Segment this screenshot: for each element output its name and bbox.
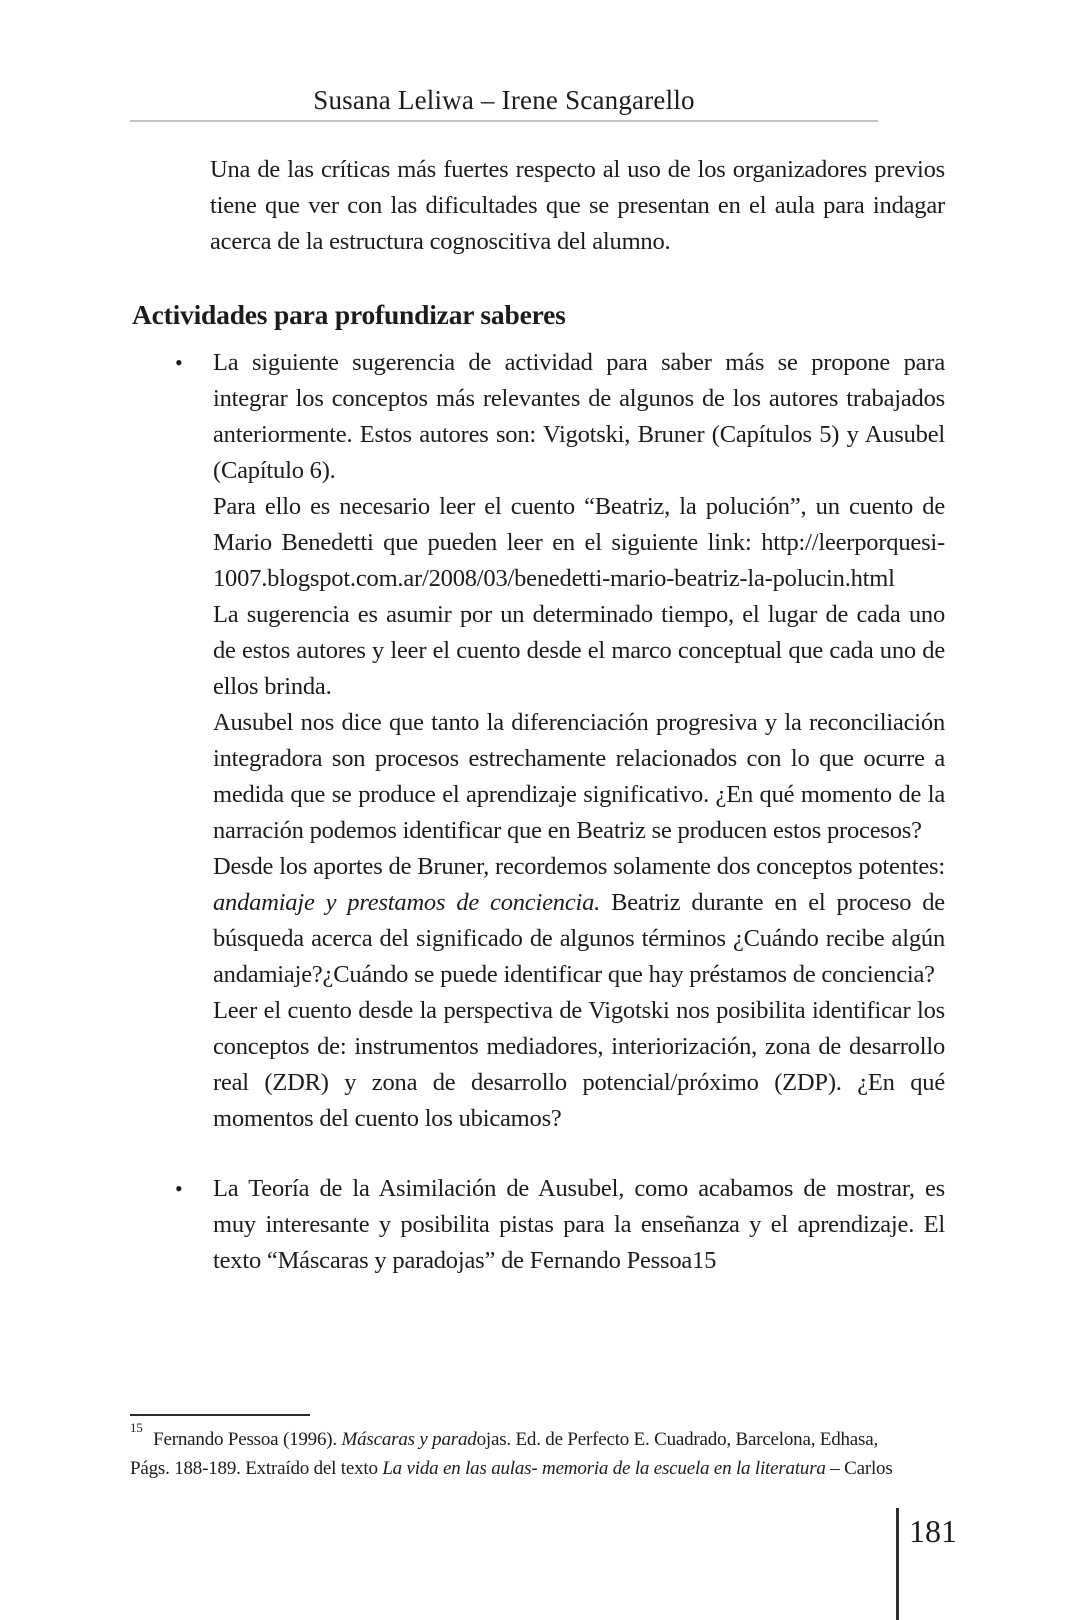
footnote-line2-rest: – Carlos bbox=[825, 1458, 893, 1479]
bullet-item-2-content bbox=[213, 1171, 945, 1279]
paragraph-suggestion: La siguiente sugerencia de actividad para saber más se propone para integrar los conceptos más relevantes de algunos de los autores trabajados anteriormente. Estos autores son: Vigotski, Bruner (Capítulos 5) y Ausubel (Capítulo 6). bbox=[213, 349, 945, 484]
paragraph-role-suggestion: La sugerencia es asumir por un determinado tiempo, el lugar de cada uno de estos autores y leer el cuento desde el marco conceptual que cada uno de ellos brinda. bbox=[213, 601, 945, 700]
footnote-line1-rest: ojas. Ed. de Perfecto E. Cuadrado, Barcelona, Edhasa, bbox=[476, 1429, 879, 1450]
footnote-line1-start: Fernando Pessoa (1996). bbox=[148, 1429, 342, 1450]
paragraph-bruner-rest: Beatriz durante en el proceso de búsqueda acerca del significado de algunos términos ¿Cuándo recibe algún andamiaje?¿Cuándo se puede identificar que hay préstamos de conciencia? bbox=[213, 889, 945, 988]
footnote-area bbox=[130, 1414, 1070, 1483]
footnote bbox=[130, 1419, 1070, 1483]
bruner-concepts-italic: andamiaje y prestamos de conciencia. bbox=[213, 889, 601, 916]
paragraph-bruner-lead: Desde los aportes de Bruner, recordemos solamente dos conceptos potentes: bbox=[213, 853, 945, 880]
paragraph-asimilacion: La Teoría de la Asimilación de Ausubel, como acabamos de mostrar, es muy interesante y posibilita pistas para la enseñanza y el aprendizaje. El texto “Máscaras y paradojas” de Fernando Pessoa15 bbox=[213, 1175, 945, 1274]
header-rule bbox=[130, 120, 878, 122]
bullet-icon: • bbox=[175, 1176, 183, 1201]
paragraph-story-link bbox=[213, 489, 945, 597]
bullet-item-activity-2 bbox=[175, 1171, 945, 1279]
page-number-block bbox=[896, 1508, 957, 1620]
story-link-url: http://leerporquesi-1007.blogspot.com.ar/2008/03/benedetti-mario-beatriz-la-polucin.html bbox=[213, 529, 945, 592]
footnote-marker: 15 bbox=[130, 1419, 143, 1435]
intro-paragraph: Una de las críticas más fuertes respecto al uso de los organizadores previos tiene que ver con las dificultades que se presentan en el aula para indagar acerca de la estructura cognoscitiva del alumno. bbox=[210, 156, 945, 255]
footnote-separator bbox=[130, 1414, 310, 1416]
bullet-icon: • bbox=[175, 350, 183, 375]
paragraph-story-link-text: Para ello es necesario leer el cuento “Beatriz, la polución”, un cuento de Mario Benedetti que pueden leer en el siguiente link: bbox=[213, 493, 945, 556]
paragraph-bruner bbox=[213, 849, 945, 993]
running-header bbox=[130, 84, 878, 122]
footnote-source-italic: La vida en las aulas- memoria de la escuela en la literatura bbox=[382, 1458, 826, 1479]
paragraph-vigotski: Leer el cuento desde la perspectiva de Vigotski nos posibilita identificar los conceptos de: instrumentos mediadores, interiorización, zona de desarrollo real (ZDR) y zona de desarrollo potencial/próximo (ZDP). ¿En qué momentos del cuento los ubicamos? bbox=[213, 997, 945, 1132]
bullet-item-1-content bbox=[213, 345, 945, 1137]
bullet-item-activity-1 bbox=[175, 345, 945, 1137]
footnote-line2-start: Págs. 188-189. Extraído del texto bbox=[130, 1458, 383, 1479]
page-number: 181 bbox=[909, 1513, 957, 1549]
section-heading: Actividades para profundizar saberes bbox=[132, 299, 566, 330]
running-header-title: Susana Leliwa – Irene Scangarello bbox=[313, 85, 695, 115]
paragraph-ausubel: Ausubel nos dice que tanto la diferenciación progresiva y la reconciliación integradora son procesos estrechamente relacionados con lo que ocurre a medida que se produce el aprendizaje significativo. ¿En qué momento de la narración podemos identificar que en Beatriz se producen estos procesos? bbox=[213, 709, 945, 844]
footnote-title-italic: Máscaras y parad bbox=[341, 1429, 477, 1450]
